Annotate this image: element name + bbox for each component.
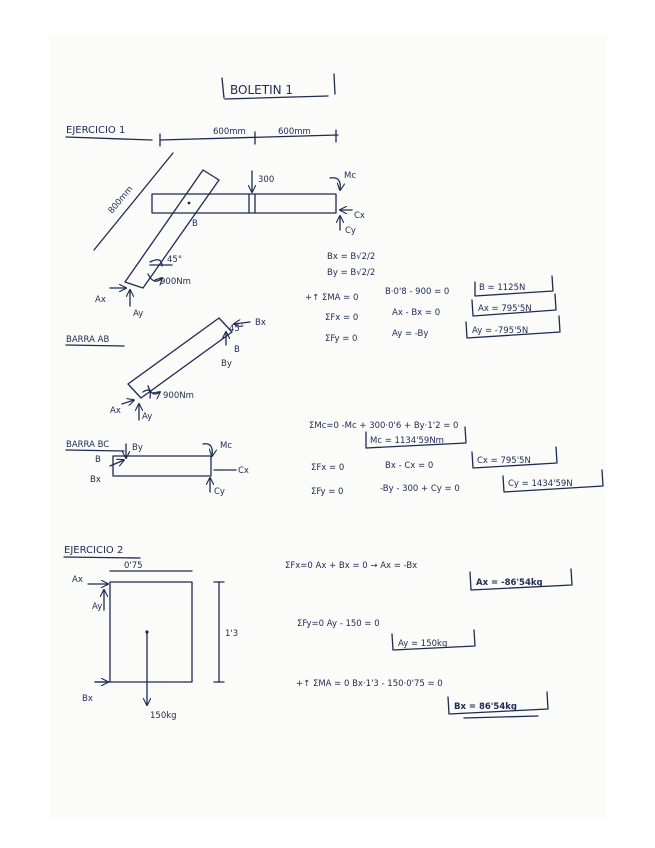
bx-component: Bx = B√2/2	[327, 252, 376, 262]
eq-ma-expr: B·0'8 - 900 = 0	[385, 287, 450, 297]
dim-600-right: 600mm	[278, 127, 311, 137]
ex2-ax: Ax	[72, 575, 83, 585]
ex2-ay: Ay	[92, 602, 103, 612]
ab-ay: Ay	[142, 412, 153, 422]
ex2-res-bx: Bx = 86'54kg	[454, 702, 517, 712]
ab-angle: 45°	[229, 324, 245, 334]
eq-mc: ΣMc=0 -Mc + 300·0'6 + By·1'2 = 0	[309, 421, 459, 431]
eq-fy2: ΣFy = 0	[311, 487, 344, 497]
ab-bx: Bx	[255, 318, 266, 328]
ab-by: By	[221, 359, 232, 369]
ex2-bx: Bx	[82, 694, 93, 704]
res-cx: Cx = 795'5N	[477, 456, 531, 466]
bc-b: B	[95, 455, 101, 465]
bc-mc: Mc	[220, 441, 233, 451]
ex2-res-ay: Ay = 150kg	[398, 639, 448, 649]
eq-fy-expr: Ay = -By	[392, 329, 429, 339]
dim-800: 800mm	[106, 184, 136, 216]
eq-ma: +↑ ΣMA = 0	[305, 293, 359, 303]
label-b: B	[192, 219, 198, 229]
eq-fx2: ΣFx = 0	[311, 463, 345, 473]
barra-bc-heading: BARRA BC	[66, 440, 110, 450]
eq-fy: ΣFy = 0	[325, 334, 358, 344]
ex2-res-ax: Ax = -86'54kg	[476, 578, 543, 588]
page-title: BOLETIN 1	[230, 83, 294, 97]
bc-bx: Bx	[90, 475, 101, 485]
dim-075: 0'75	[124, 561, 143, 571]
label-ax: Ax	[95, 295, 106, 305]
ex2-eq-ma: +↑ ΣMA = 0 Bx·1'3 - 150·0'75 = 0	[296, 679, 443, 689]
ab-b: B	[234, 345, 240, 355]
ab-ax: Ax	[110, 406, 121, 416]
label-moment: 900Nm	[160, 277, 191, 287]
bc-cy: Cy	[214, 487, 225, 497]
res-ax: Ax = 795'5N	[478, 304, 532, 314]
label-angle: 45°	[167, 255, 183, 265]
bc-cx: Cx	[238, 466, 249, 476]
by-component: By = B√2/2	[327, 268, 376, 278]
barra-ab-heading: BARRA AB	[66, 335, 110, 345]
ex2-load: 150kg	[150, 711, 177, 721]
label-cy: Cy	[345, 226, 356, 236]
eq-fy2-expr: -By - 300 + Cy = 0	[380, 484, 460, 494]
res-cy: Cy = 1434'59N	[508, 479, 573, 489]
res-mc: Mc = 1134'59Nm	[370, 436, 444, 446]
load-300: 300	[258, 175, 275, 185]
ex2-eq-fy: ΣFy=0 Ay - 150 = 0	[297, 619, 380, 629]
ex2-heading: EJERCICIO 2	[64, 545, 124, 556]
res-b: B = 1125N	[479, 283, 526, 293]
ex2-eq-fx: ΣFx=0 Ax + Bx = 0 → Ax = -Bx	[285, 561, 418, 571]
label-ay: Ay	[133, 309, 144, 319]
dim-600-left: 600mm	[213, 127, 246, 137]
title-box	[222, 74, 335, 99]
eq-fx2-expr: Bx - Cx = 0	[385, 461, 434, 471]
label-mc: Mc	[344, 171, 357, 181]
eq-fx-expr: Ax - Bx = 0	[392, 308, 441, 318]
res-ay: Ay = -795'5N	[472, 326, 529, 336]
ab-moment: 900Nm	[163, 391, 194, 401]
label-cx: Cx	[354, 211, 365, 221]
bc-by: By	[132, 443, 143, 453]
eq-fx: ΣFx = 0	[325, 313, 359, 323]
ex1-heading: EJERCICIO 1	[66, 125, 126, 136]
dim-13: 1'3	[225, 629, 239, 639]
